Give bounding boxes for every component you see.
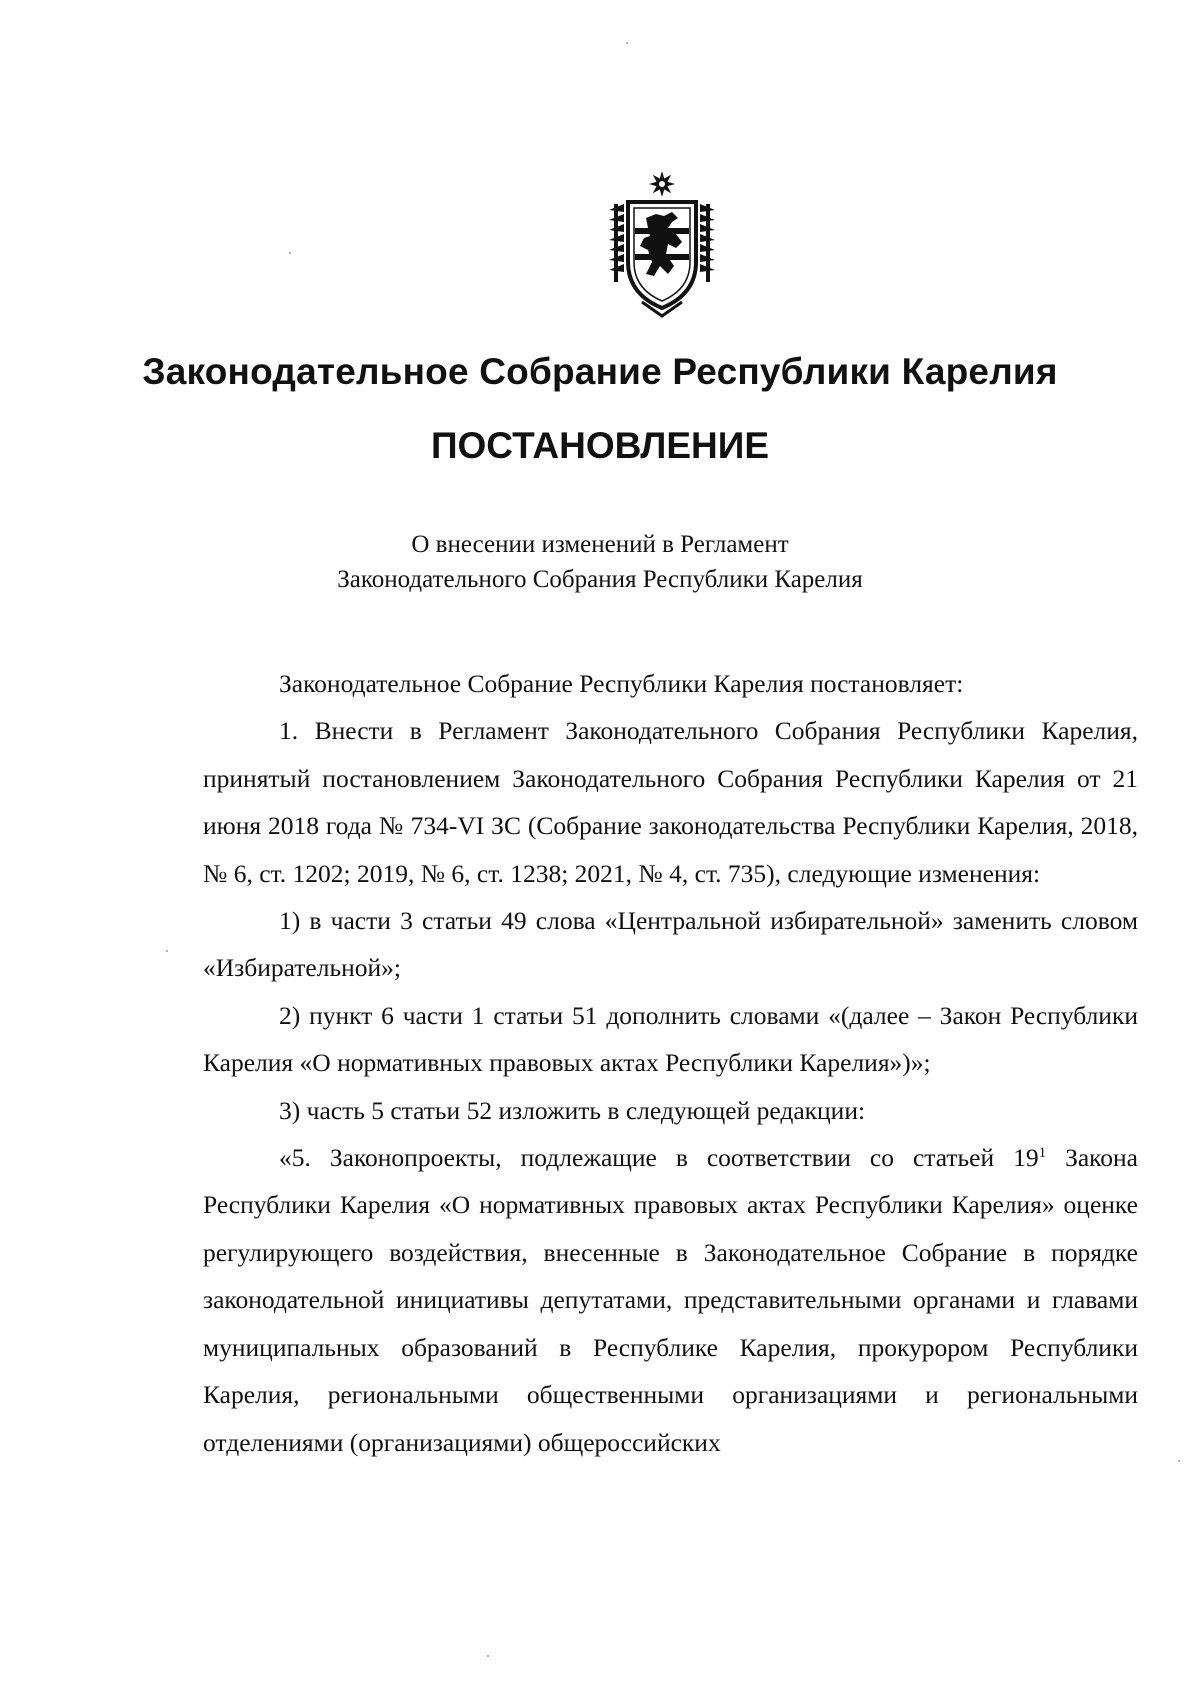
scan-speck <box>487 1655 489 1657</box>
subitem-2-paragraph: 2) пункт 6 части 1 статьи 51 дополнить словами «(далее – Закон Республики Карелия «О нормативных правовых актах Республики Карелия»)»; <box>203 1000 1138 1078</box>
document-subject <box>0 527 1200 597</box>
article-superscript: 1 <box>1038 1145 1047 1162</box>
karelia-coat-of-arms-icon <box>606 170 718 320</box>
subject-line-2: Законодательного Собрания Республики Карелия <box>337 566 863 593</box>
document-body <box>203 660 1138 1466</box>
quote-text-rest: Закона Республики Карелия «О нормативных правовых актах Республики Карелия» оценке регулирующего воздействия, внесенные в Законодательное Собрание в порядке законодательной инициативы депутатами, представительными органами и главами муниципальных образований в Республике Карелия, прокурором Республики Карелия, региональными общественными организациями и региональными отделениями (организациями) общероссийских <box>203 1143 1138 1457</box>
item-1-paragraph: 1. Внести в Регламент Законодательного Собрания Республики Карелия, принятый постановлением Законодательного Собрания Республики Карелия от 21 июня 2018 года № 734-VI ЗС (Собрание законодательства Республики Карелия, 2018, № 6, ст. 1202; 2019, № 6, ст. 1238; 2021, № 4, ст. 735), следующие изменения: <box>203 716 1138 888</box>
scan-speck <box>166 950 168 952</box>
quoted-article-paragraph <box>203 1134 1138 1466</box>
scan-speck <box>1178 1460 1180 1462</box>
quote-text-start: «5. Законопроекты, подлежащие в соответствии со статьей 19 <box>279 1143 1039 1173</box>
scan-speck <box>626 42 628 44</box>
subitem-1-paragraph: 1) в части 3 статьи 49 слова «Центральной избирательной» заменить словом «Избирательной»; <box>203 906 1138 983</box>
scan-speck <box>289 252 291 254</box>
document-type-heading: ПОСТАНОВЛЕНИЕ <box>430 425 770 466</box>
intro-paragraph: Законодательное Собрание Республики Карелия постановляет: <box>279 669 964 698</box>
subitem-3-paragraph: 3) часть 5 статьи 52 изложить в следующей редакции: <box>279 1095 866 1125</box>
subject-line-1: О внесении изменений в Регламент <box>411 531 789 558</box>
organization-title: Законодательное Собрание Республики Карелия <box>142 351 1058 392</box>
